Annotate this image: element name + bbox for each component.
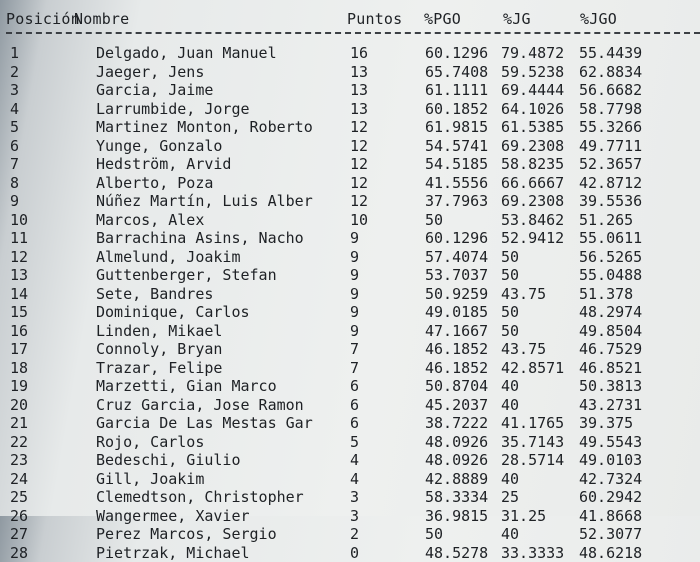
row-position: 23 <box>10 451 28 469</box>
row-jgo: 49.0103 <box>579 451 642 469</box>
row-jg: 66.6667 <box>501 174 564 192</box>
table-row <box>0 396 700 415</box>
row-position: 19 <box>10 377 28 395</box>
row-points: 12 <box>350 192 368 210</box>
row-jg: 28.5714 <box>501 451 564 469</box>
row-jg: 25 <box>501 488 519 506</box>
row-jgo: 58.7798 <box>579 100 642 118</box>
row-name: Jaeger, Jens <box>96 63 204 81</box>
row-pgo: 60.1852 <box>425 100 488 118</box>
row-jgo: 55.3266 <box>579 118 642 136</box>
row-position: 17 <box>10 340 28 358</box>
row-jg: 33.3333 <box>501 544 564 562</box>
table-row <box>0 137 700 156</box>
table-row <box>0 266 700 285</box>
row-jg: 43.75 <box>501 285 546 303</box>
table-row <box>0 100 700 119</box>
row-name: Garcia, Jaime <box>96 81 213 99</box>
row-points: 16 <box>350 44 368 62</box>
row-jgo: 39.5536 <box>579 192 642 210</box>
row-points: 13 <box>350 100 368 118</box>
row-name: Sete, Bandres <box>96 285 213 303</box>
row-jgo: 46.7529 <box>579 340 642 358</box>
table-row <box>0 525 700 544</box>
row-position: 5 <box>10 118 19 136</box>
row-name: Linden, Mikael <box>96 322 222 340</box>
row-jgo: 49.7711 <box>579 137 642 155</box>
row-jgo: 42.8712 <box>579 174 642 192</box>
row-jgo: 49.8504 <box>579 322 642 340</box>
row-points: 0 <box>350 544 359 562</box>
row-pgo: 50 <box>425 211 443 229</box>
table-row <box>0 285 700 304</box>
row-points: 12 <box>350 174 368 192</box>
row-jg: 69.2308 <box>501 137 564 155</box>
row-points: 9 <box>350 248 359 266</box>
table-row <box>0 118 700 137</box>
row-points: 7 <box>350 359 359 377</box>
row-name: Cruz Garcia, Jose Ramon <box>96 396 304 414</box>
table-row <box>0 211 700 230</box>
row-position: 21 <box>10 414 28 432</box>
header-divider <box>6 32 700 34</box>
row-position: 9 <box>10 192 19 210</box>
table-row <box>0 544 700 562</box>
row-jg: 43.75 <box>501 340 546 358</box>
row-points: 9 <box>350 303 359 321</box>
row-points: 4 <box>350 470 359 488</box>
row-pgo: 48.0926 <box>425 451 488 469</box>
row-position: 24 <box>10 470 28 488</box>
row-name: Martinez Monton, Roberto <box>96 118 313 136</box>
row-jgo: 43.2731 <box>579 396 642 414</box>
table-row <box>0 470 700 489</box>
table-row <box>0 322 700 341</box>
row-pgo: 45.2037 <box>425 396 488 414</box>
row-position: 27 <box>10 525 28 543</box>
row-pgo: 42.8889 <box>425 470 488 488</box>
row-jgo: 42.7324 <box>579 470 642 488</box>
row-pgo: 50.9259 <box>425 285 488 303</box>
row-position: 18 <box>10 359 28 377</box>
row-pgo: 61.1111 <box>425 81 488 99</box>
row-name: Dominique, Carlos <box>96 303 250 321</box>
row-pgo: 41.5556 <box>425 174 488 192</box>
row-jg: 50 <box>501 303 519 321</box>
row-jgo: 52.3657 <box>579 155 642 173</box>
row-points: 13 <box>350 63 368 81</box>
row-name: Clemedtson, Christopher <box>96 488 304 506</box>
row-name: Almelund, Joakim <box>96 248 241 266</box>
table-row <box>0 229 700 248</box>
row-jgo: 60.2942 <box>579 488 642 506</box>
row-position: 16 <box>10 322 28 340</box>
table-row <box>0 63 700 82</box>
row-name: Marzetti, Gian Marco <box>96 377 277 395</box>
row-position: 12 <box>10 248 28 266</box>
row-points: 10 <box>350 211 368 229</box>
row-name: Marcos, Alex <box>96 211 204 229</box>
row-jg: 50 <box>501 322 519 340</box>
row-jg: 40 <box>501 525 519 543</box>
row-jg: 42.8571 <box>501 359 564 377</box>
table-row <box>0 451 700 470</box>
row-name: Connoly, Bryan <box>96 340 222 358</box>
row-name: Perez Marcos, Sergio <box>96 525 277 543</box>
row-jg: 69.4444 <box>501 81 564 99</box>
row-jg: 53.8462 <box>501 211 564 229</box>
row-jg: 50 <box>501 266 519 284</box>
table-row <box>0 359 700 378</box>
row-jg: 52.9412 <box>501 229 564 247</box>
row-pgo: 58.3334 <box>425 488 488 506</box>
row-name: Delgado, Juan Manuel <box>96 44 277 62</box>
row-points: 2 <box>350 525 359 543</box>
row-jg: 40 <box>501 377 519 395</box>
row-jg: 69.2308 <box>501 192 564 210</box>
row-position: 6 <box>10 137 19 155</box>
row-name: Trazar, Felipe <box>96 359 222 377</box>
row-jg: 35.7143 <box>501 433 564 451</box>
row-pgo: 61.9815 <box>425 118 488 136</box>
table-row <box>0 433 700 452</box>
table-row <box>0 340 700 359</box>
row-jg: 64.1026 <box>501 100 564 118</box>
row-name: Bedeschi, Giulio <box>96 451 241 469</box>
row-jgo: 55.0611 <box>579 229 642 247</box>
table-row <box>0 303 700 322</box>
table-row <box>0 192 700 211</box>
row-position: 28 <box>10 544 28 562</box>
row-points: 12 <box>350 118 368 136</box>
standings-table <box>0 44 700 562</box>
row-pgo: 53.7037 <box>425 266 488 284</box>
header-jgo: %JGO <box>580 10 617 28</box>
row-points: 7 <box>350 340 359 358</box>
row-position: 22 <box>10 433 28 451</box>
row-points: 4 <box>350 451 359 469</box>
row-name: Larrumbide, Jorge <box>96 100 250 118</box>
row-jg: 58.8235 <box>501 155 564 173</box>
row-jgo: 55.4439 <box>579 44 642 62</box>
row-points: 12 <box>350 137 368 155</box>
row-jgo: 56.6682 <box>579 81 642 99</box>
row-pgo: 46.1852 <box>425 340 488 358</box>
table-row <box>0 81 700 100</box>
row-position: 3 <box>10 81 19 99</box>
row-points: 9 <box>350 229 359 247</box>
table-row <box>0 248 700 267</box>
row-jg: 41.1765 <box>501 414 564 432</box>
header-posicion: Posición <box>6 10 80 28</box>
row-pgo: 37.7963 <box>425 192 488 210</box>
row-position: 14 <box>10 285 28 303</box>
row-position: 2 <box>10 63 19 81</box>
row-name: Hedström, Arvid <box>96 155 231 173</box>
row-pgo: 60.1296 <box>425 44 488 62</box>
row-jgo: 49.5543 <box>579 433 642 451</box>
table-row <box>0 155 700 174</box>
row-jgo: 48.6218 <box>579 544 642 562</box>
header-puntos: Puntos <box>347 10 402 28</box>
row-jgo: 39.375 <box>579 414 633 432</box>
row-points: 9 <box>350 285 359 303</box>
row-points: 6 <box>350 377 359 395</box>
row-name: Núñez Martín, Luis Alber <box>96 192 313 210</box>
row-name: Rojo, Carlos <box>96 433 204 451</box>
table-row <box>0 44 700 63</box>
row-jgo: 41.8668 <box>579 507 642 525</box>
row-pgo: 46.1852 <box>425 359 488 377</box>
row-position: 10 <box>10 211 28 229</box>
row-position: 4 <box>10 100 19 118</box>
row-points: 12 <box>350 155 368 173</box>
row-name: Alberto, Poza <box>96 174 213 192</box>
row-pgo: 48.5278 <box>425 544 488 562</box>
row-pgo: 48.0926 <box>425 433 488 451</box>
row-name: Guttenberger, Stefan <box>96 266 277 284</box>
row-jgo: 50.3813 <box>579 377 642 395</box>
table-row <box>0 488 700 507</box>
row-pgo: 54.5741 <box>425 137 488 155</box>
row-position: 7 <box>10 155 19 173</box>
row-jgo: 56.5265 <box>579 248 642 266</box>
row-name: Yunge, Gonzalo <box>96 137 222 155</box>
row-jgo: 51.265 <box>579 211 633 229</box>
row-jgo: 46.8521 <box>579 359 642 377</box>
row-pgo: 57.4074 <box>425 248 488 266</box>
row-position: 25 <box>10 488 28 506</box>
table-row <box>0 377 700 396</box>
row-points: 6 <box>350 414 359 432</box>
table-row <box>0 174 700 193</box>
row-points: 9 <box>350 322 359 340</box>
header-nombre: Nombre <box>74 10 129 28</box>
table-row <box>0 414 700 433</box>
row-jg: 50 <box>501 248 519 266</box>
row-pgo: 36.9815 <box>425 507 488 525</box>
row-points: 13 <box>350 81 368 99</box>
row-jg: 40 <box>501 470 519 488</box>
row-jg: 79.4872 <box>501 44 564 62</box>
row-pgo: 65.7408 <box>425 63 488 81</box>
row-position: 26 <box>10 507 28 525</box>
header-pgo: %PGO <box>424 10 461 28</box>
row-jg: 59.5238 <box>501 63 564 81</box>
row-points: 3 <box>350 507 359 525</box>
row-position: 1 <box>10 44 19 62</box>
row-points: 6 <box>350 396 359 414</box>
row-name: Pietrzak, Michael <box>96 544 250 562</box>
row-position: 11 <box>10 229 28 247</box>
row-jg: 31.25 <box>501 507 546 525</box>
row-pgo: 47.1667 <box>425 322 488 340</box>
row-jg: 40 <box>501 396 519 414</box>
row-position: 15 <box>10 303 28 321</box>
row-jg: 61.5385 <box>501 118 564 136</box>
row-jgo: 51.378 <box>579 285 633 303</box>
row-name: Barrachina Asins, Nacho <box>96 229 304 247</box>
row-name: Gill, Joakim <box>96 470 204 488</box>
header-jg: %JG <box>503 10 531 28</box>
row-pgo: 50 <box>425 525 443 543</box>
row-position: 13 <box>10 266 28 284</box>
row-jgo: 48.2974 <box>579 303 642 321</box>
row-jgo: 55.0488 <box>579 266 642 284</box>
row-jgo: 52.3077 <box>579 525 642 543</box>
row-name: Wangermee, Xavier <box>96 507 250 525</box>
row-pgo: 50.8704 <box>425 377 488 395</box>
row-pgo: 60.1296 <box>425 229 488 247</box>
row-pgo: 49.0185 <box>425 303 488 321</box>
row-points: 5 <box>350 433 359 451</box>
row-pgo: 54.5185 <box>425 155 488 173</box>
row-position: 20 <box>10 396 28 414</box>
row-name: Garcia De Las Mestas Gar <box>96 414 313 432</box>
row-points: 3 <box>350 488 359 506</box>
row-position: 8 <box>10 174 19 192</box>
row-pgo: 38.7222 <box>425 414 488 432</box>
row-points: 9 <box>350 266 359 284</box>
row-jgo: 62.8834 <box>579 63 642 81</box>
